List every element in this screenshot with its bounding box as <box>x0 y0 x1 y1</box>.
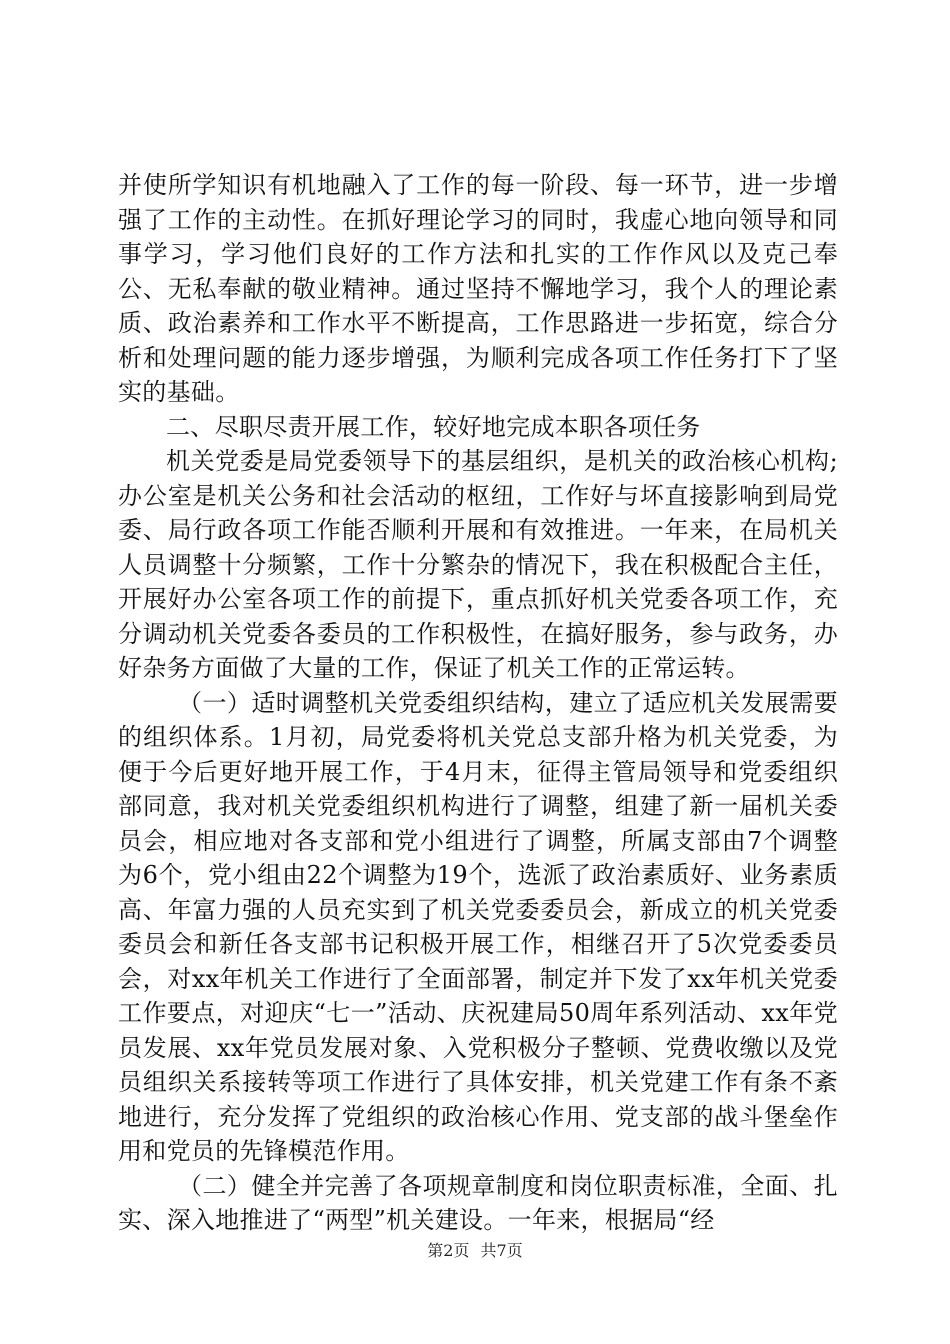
paragraph-item-2: （二）健全并完善了各项规章制度和岗位职责标准，全面、扎实、深入地推进了“两型”机关建设。一年来，根据局“经 <box>118 1171 838 1234</box>
document-body <box>118 168 838 1238</box>
page-total: 共7页 <box>480 1241 523 1260</box>
paragraph-overview: 机关党委是局党委领导下的基层组织，是机关的政治核心机构;办公室是机关公务和社会活动的枢纽，工作好与坏直接影响到局党委、局行政各项工作能否顺利开展和有效推进。一年来，在局机关人员调整十分频繁，工作十分繁杂的情况下，我在积极配合主任，开展好办公室各项工作的前提下，重点抓好机关党委各项工作，充分调动机关党委各委员的工作积极性，在搞好服务，参与政务，办好杂务方面做了大量的工作，保证了机关工作的正常运转。 <box>118 447 838 682</box>
paragraph-continued: 并使所学知识有机地融入了工作的每一阶段、每一环节，进一步增强了工作的主动性。在抓好理论学习的同时，我虚心地向领导和同事学习，学习他们良好的工作方法和扎实的工作作风以及克己奉公、无私奉献的敬业精神。通过坚持不懈地学习，我个人的理论素质、政治素养和工作水平不断提高，工作思路进一步拓宽，综合分析和处理问题的能力逐步增强，为顺利完成各项工作任务打下了坚实的基础。 <box>118 171 838 406</box>
page-footer <box>0 1241 950 1261</box>
section-heading: 二、尽职尽责开展工作，较好地完成本职各项任务 <box>166 412 701 441</box>
page-number: 第2页 <box>427 1241 470 1260</box>
paragraph-item-1: （一）适时调整机关党委组织结构，建立了适应机关发展需要的组织体系。1月初，局党委将机关党总支部升格为机关党委，为便于今后更好地开展工作，于4月末，征得主管局领导和党委组织部同意，我对机关党委组织机构进行了调整，组建了新一届机关委员会，相应地对各支部和党小组进行了调整，所属支部由7个调整为6个，党小组由22个调整为19个，选派了政治素质好、业务素质高、年富力强的人员充实到了机关党委委员会，新成立的机关党委委员会和新任各支部书记积极开展工作，相继召开了5次党委委员会，对xx年机关工作进行了全面部署，制定并下发了xx年机关党委工作要点，对迎庆“七一”活动、庆祝建局50周年系列活动、xx年党员发展、xx年党员发展对象、入党积极分子整顿、党费收缴以及党员组织关系接转等项工作进行了具体安排，机关党建工作有条不紊地进行，充分发挥了党组织的政治核心作用、党支部的战斗堡垒作用和党员的先锋模范作用。 <box>118 688 838 1165</box>
